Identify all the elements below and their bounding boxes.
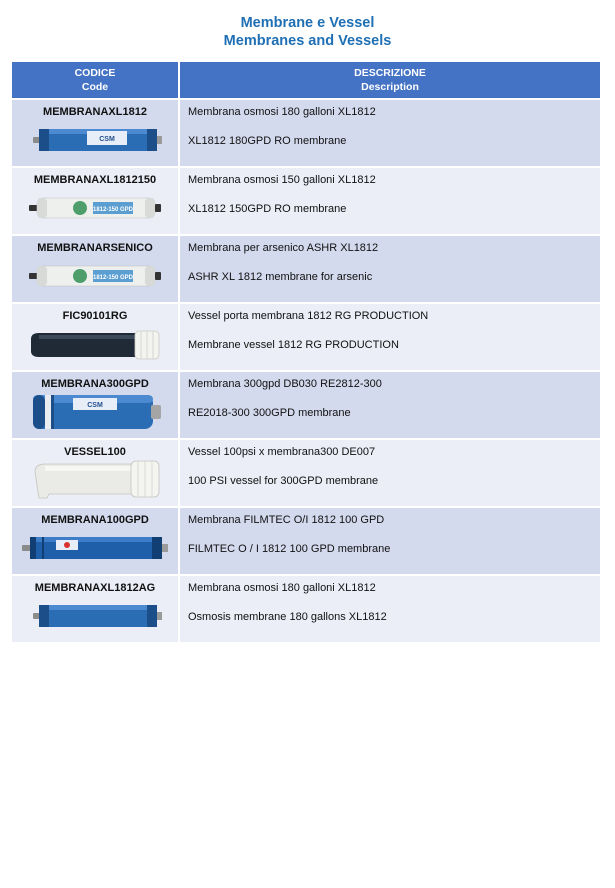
description-cell xyxy=(180,574,600,642)
description-italian: Membrana per arsenico ASHR XL1812 xyxy=(188,242,379,254)
description-english: FILMTEC O / I 1812 100 GPD membrane xyxy=(188,543,391,555)
description-cell xyxy=(180,234,600,302)
table-header-row xyxy=(12,62,600,98)
product-code: VESSEL100 xyxy=(64,446,126,458)
table-row xyxy=(12,438,600,506)
product-image-blue-membrane xyxy=(12,526,178,570)
table-row xyxy=(12,506,600,574)
code-cell xyxy=(12,98,180,166)
product-image-blue-membrane xyxy=(12,118,178,162)
page-title-english: Membranes and Vessels xyxy=(223,33,392,49)
product-code: MEMBRANARSENICO xyxy=(37,242,153,254)
membrane-label-text: CSM xyxy=(87,402,103,409)
description-cell xyxy=(180,98,600,166)
description-italian: Membrana osmosi 180 galloni XL1812 xyxy=(188,106,376,118)
product-code: MEMBRANA100GPD xyxy=(41,514,149,526)
code-cell xyxy=(12,506,180,574)
description-italian: Membrana osmosi 180 galloni XL1812 xyxy=(188,582,376,594)
code-cell xyxy=(12,574,180,642)
description-english: 100 PSI vessel for 300GPD membrane xyxy=(188,475,379,487)
table-row xyxy=(12,234,600,302)
code-cell xyxy=(12,234,180,302)
description-cell xyxy=(180,506,600,574)
product-code: MEMBRANA300GPD xyxy=(41,378,149,390)
product-image-white-membrane xyxy=(12,186,178,230)
description-italian: Vessel 100psi x membrana300 DE007 xyxy=(188,446,376,458)
product-code: MEMBRANAXL1812AG xyxy=(34,582,156,594)
description-italian: Vessel porta membrana 1812 RG PRODUCTION xyxy=(188,310,429,322)
description-english: RE2018-300 300GPD membrane xyxy=(188,407,351,419)
column-header-description xyxy=(180,62,600,98)
column-header-code xyxy=(12,62,180,98)
column-header-code-en: Code xyxy=(81,81,109,93)
column-header-code-it: CODICE xyxy=(74,67,116,79)
description-english: XL1812 180GPD RO membrane xyxy=(188,135,347,147)
page-header xyxy=(0,0,615,50)
membrane-label-text: 1812-150 GPD xyxy=(92,207,134,213)
code-cell xyxy=(12,302,180,370)
page-title-italian: Membrane e Vessel xyxy=(240,15,375,31)
description-cell xyxy=(180,166,600,234)
description-english: XL1812 150GPD RO membrane xyxy=(188,203,347,215)
description-italian: Membrana osmosi 150 galloni XL1812 xyxy=(188,174,376,186)
product-code: MEMBRANAXL1812150 xyxy=(33,174,157,186)
product-code: FIC90101RG xyxy=(62,310,128,322)
product-image-white-vessel xyxy=(12,458,178,502)
description-english: Osmosis membrane 180 gallons XL1812 xyxy=(188,611,387,623)
table-row xyxy=(12,302,600,370)
description-cell xyxy=(180,302,600,370)
product-table xyxy=(12,62,600,642)
table-row xyxy=(12,98,600,166)
product-image-white-membrane xyxy=(12,254,178,298)
description-italian: Membrana 300gpd DB030 RE2812-300 xyxy=(188,378,382,390)
product-code: MEMBRANAXL1812 xyxy=(43,106,147,118)
product-image-blue-membrane xyxy=(12,390,178,434)
table-row xyxy=(12,370,600,438)
code-cell xyxy=(12,370,180,438)
product-image-dark-vessel xyxy=(12,322,178,366)
description-cell xyxy=(180,370,600,438)
code-cell xyxy=(12,166,180,234)
description-english: Membrane vessel 1812 RG PRODUCTION xyxy=(188,339,399,351)
product-image-blue-membrane xyxy=(12,594,178,638)
membrane-label-text: CSM xyxy=(99,136,115,143)
table-row xyxy=(12,574,600,642)
column-header-desc-en: Description xyxy=(361,81,419,93)
description-english: ASHR XL 1812 membrane for arsenic xyxy=(188,271,373,283)
table-row xyxy=(12,166,600,234)
membrane-label-text: 1812-150 GPD xyxy=(92,275,134,281)
code-cell xyxy=(12,438,180,506)
description-italian: Membrana FILMTEC O/I 1812 100 GPD xyxy=(188,514,385,526)
column-header-desc-it: DESCRIZIONE xyxy=(354,67,426,79)
description-cell xyxy=(180,438,600,506)
